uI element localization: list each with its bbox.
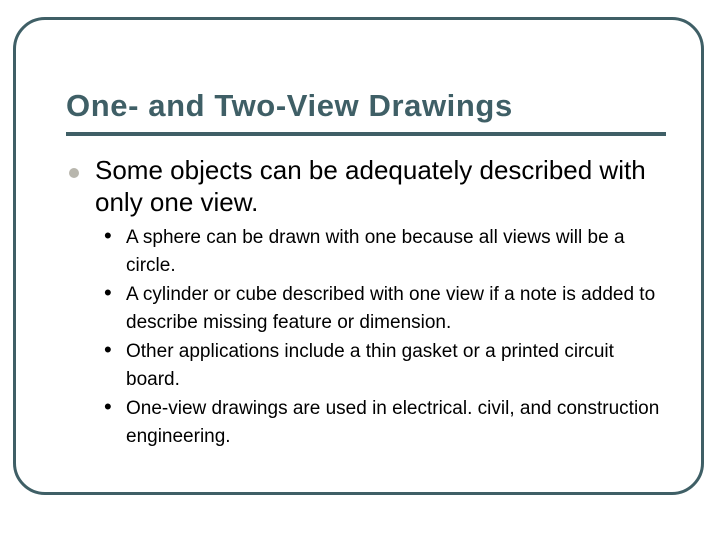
sub-bullet-item bbox=[104, 338, 664, 393]
bullet-icon: • bbox=[104, 337, 112, 362]
sub-bullet-item bbox=[104, 395, 664, 450]
sub-bullet-item bbox=[104, 224, 664, 279]
main-bullet-icon bbox=[69, 168, 79, 178]
sub-bullet-text: One-view drawings are used in electrical. civil, and construction engineering. bbox=[126, 398, 660, 447]
bullet-icon: • bbox=[104, 223, 112, 248]
main-bullet-text: Some objects can be adequately described with only one view. bbox=[95, 155, 646, 217]
sub-bullet-list bbox=[104, 224, 664, 452]
slide-title: One- and Two-View Drawings bbox=[66, 88, 513, 123]
bullet-icon: • bbox=[104, 394, 112, 419]
title-underline bbox=[66, 132, 666, 136]
bullet-icon: • bbox=[104, 280, 112, 305]
sub-bullet-item bbox=[104, 281, 664, 336]
sub-bullet-text: A sphere can be drawn with one because all views will be a circle. bbox=[126, 227, 625, 276]
sub-bullet-text: A cylinder or cube described with one view if a note is added to describe missing feature or dimension. bbox=[126, 284, 656, 333]
sub-bullet-text: Other applications include a thin gasket or a printed circuit board. bbox=[126, 341, 614, 390]
